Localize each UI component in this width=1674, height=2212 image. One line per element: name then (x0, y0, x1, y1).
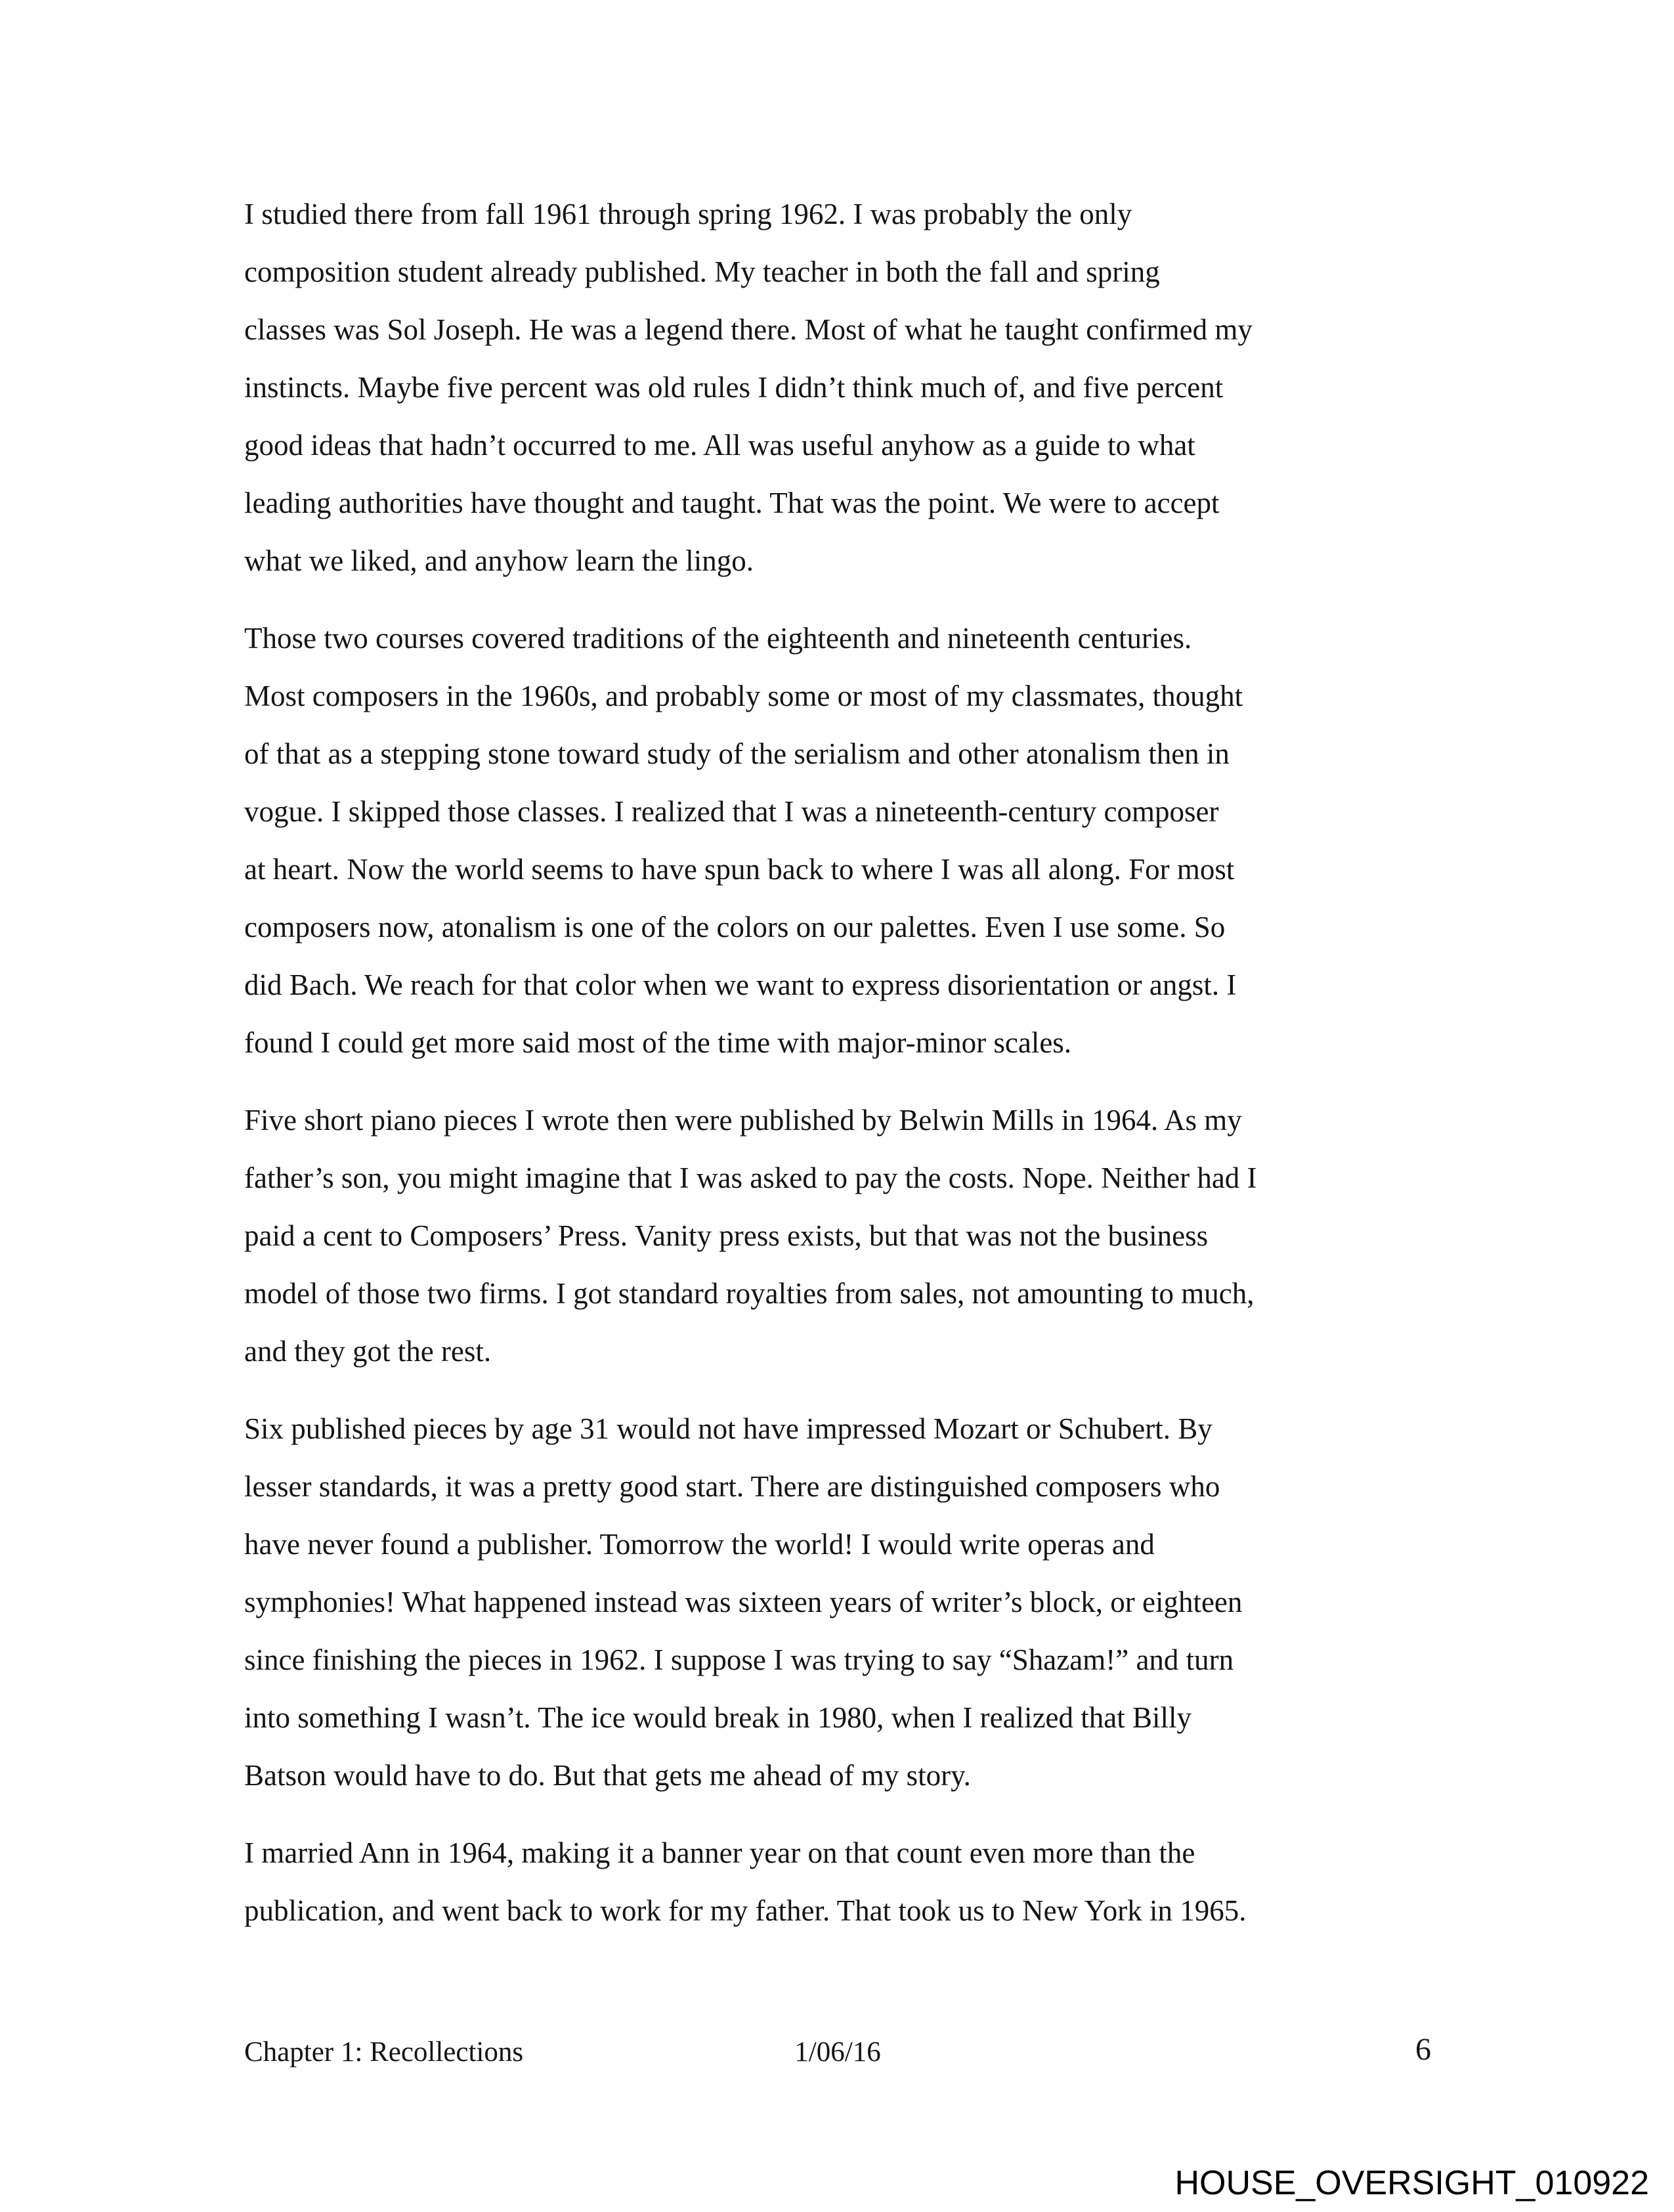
text-line: instincts. Maybe five percent was old rules I didn’t think much of, and five percent (244, 371, 1224, 404)
text-line: into something I wasn’t. The ice would break in 1980, when I realized that Billy (244, 1701, 1192, 1734)
paragraph (244, 1824, 1436, 1940)
paragraph (244, 1400, 1436, 1804)
bates-stamp: HOUSE_OVERSIGHT_010922 (1174, 2164, 1649, 2202)
text-line: Most composers in the 1960s, and probably some or most of my classmates, thought (244, 680, 1243, 712)
text-line: Those two courses covered traditions of the eighteenth and nineteenth centuries. (244, 622, 1192, 655)
text-line: Five short piano pieces I wrote then were published by Belwin Mills in 1964. As my (244, 1104, 1242, 1137)
text-line: have never found a publisher. Tomorrow the world! I would write operas and (244, 1528, 1155, 1561)
text-line: and they got the rest. (244, 1335, 492, 1368)
footer-date: 1/06/16 (794, 2037, 881, 2068)
text-line: did Bach. We reach for that color when we want to express disorientation or angst. I (244, 968, 1237, 1001)
footer-chapter-title: Chapter 1: Recollections (244, 2037, 524, 2068)
document-body (244, 185, 1436, 1959)
paragraph (244, 609, 1436, 1072)
text-line: lesser standards, it was a pretty good start. There are distinguished composers who (244, 1470, 1220, 1503)
text-line: composition student already published. My teacher in both the fall and spring (244, 255, 1160, 288)
text-line: father’s son, you might imagine that I was asked to pay the costs. Nope. Neither had I (244, 1161, 1257, 1194)
text-line: composers now, atonalism is one of the colors on our palettes. Even I use some. So (244, 911, 1226, 943)
text-line: I studied there from fall 1961 through spring 1962. I was probably the only (244, 198, 1132, 230)
paragraph (244, 185, 1436, 590)
text-line: found I could get more said most of the time with major-minor scales. (244, 1026, 1072, 1059)
text-line: classes was Sol Joseph. He was a legend there. Most of what he taught confirmed my (244, 313, 1253, 346)
text-line: symphonies! What happened instead was sixteen years of writer’s block, or eighteen (244, 1586, 1243, 1618)
text-line: what we liked, and anyhow learn the lingo. (244, 544, 754, 577)
text-line: of that as a stepping stone toward study of the serialism and other atonalism then in (244, 737, 1230, 770)
text-line: good ideas that hadn’t occurred to me. All was useful anyhow as a guide to what (244, 429, 1195, 462)
paragraph (244, 1091, 1436, 1380)
text-line: Batson would have to do. But that gets me ahead of my story. (244, 1759, 971, 1792)
text-line: paid a cent to Composers’ Press. Vanity press exists, but that was not the business (244, 1219, 1209, 1252)
text-line: I married Ann in 1964, making it a banner year on that count even more than the (244, 1836, 1195, 1869)
footer-page-number: 6 (1415, 2032, 1431, 2067)
text-line: Six published pieces by age 31 would not have impressed Mozart or Schubert. By (244, 1412, 1213, 1445)
text-line: model of those two firms. I got standard royalties from sales, not amounting to much, (244, 1277, 1255, 1310)
text-line: since finishing the pieces in 1962. I suppose I was trying to say “Shazam!” and turn (244, 1643, 1234, 1676)
text-line: publication, and went back to work for my father. That took us to New York in 1965. (244, 1894, 1247, 1927)
page-footer (244, 2033, 1431, 2072)
text-line: leading authorities have thought and taught. That was the point. We were to accept (244, 487, 1220, 519)
text-line: vogue. I skipped those classes. I realized that I was a nineteenth-century composer (244, 795, 1219, 828)
text-line: at heart. Now the world seems to have spun back to where I was all along. For most (244, 853, 1235, 886)
